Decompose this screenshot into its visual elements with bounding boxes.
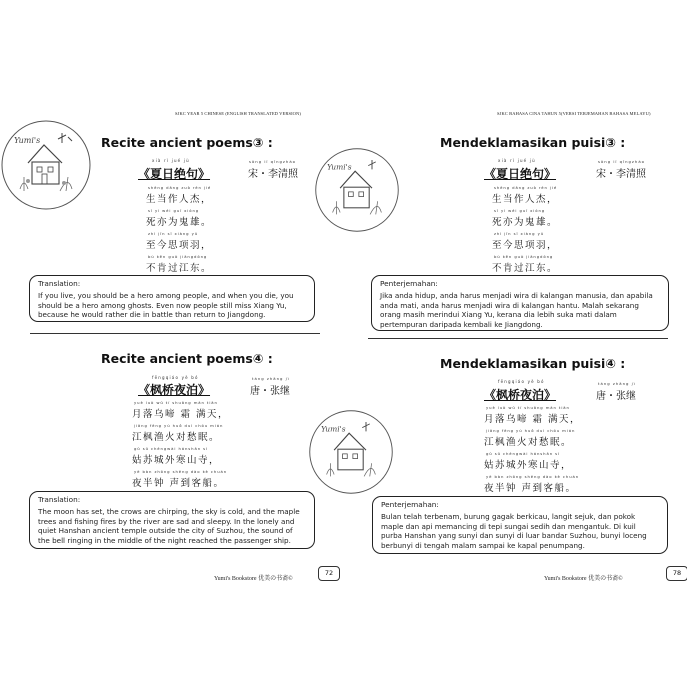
poem-line: 月落乌啼 霜 满天，	[132, 409, 230, 420]
poem-line-pinyin: bù kěn guò jiāngdōng	[494, 254, 554, 259]
poem-line: 不肯过江东。	[492, 263, 559, 274]
section-title-poem4: Mendeklamasikan puisi④ :	[440, 356, 626, 371]
svg-text:Yumi's: Yumi's	[14, 136, 41, 145]
translation-label: Translation:	[38, 495, 81, 504]
poem-line: 生当作人杰，	[146, 194, 213, 205]
translation-text: The moon has set, the crows are chirping, the sky is cold, and the maple trees and fishing fires by the river are sad and sleepy. In the lonely and quiet Hanshan ancient temple outside the city of Suzhou, the sound of the bell ringing in the middle of the night reached the passenger ship.	[38, 507, 300, 545]
poem-line-pinyin: bù kěn guò jiāngdōng	[148, 254, 208, 259]
poem-line: 姑苏城外寒山寺，	[484, 460, 573, 471]
poem-author: 宋・李清照	[596, 169, 646, 180]
svg-text:Yumi's: Yumi's	[327, 162, 352, 172]
page-footer: Yumi's Bookstore 优美の书斋©	[214, 576, 293, 582]
yumi-stamp-logo	[306, 407, 396, 497]
page-header: SJKC YEAR 5 CHINESE (ENGLISH TRANSLATED VERSION)	[175, 111, 301, 116]
section-title-poem4: Recite ancient poems④ :	[101, 351, 273, 366]
translation-label: Penterjemahan:	[381, 500, 439, 509]
poem-line: 月落乌啼 霜 满天，	[484, 414, 582, 425]
yumi-stamp-logo	[0, 117, 94, 213]
page-header: SJKC BAHASA CINA TAHUN 5(VERSI TERJEMAHAN BAHASA MELAYU)	[497, 111, 651, 116]
poem-author: 宋・李清照	[248, 169, 298, 180]
translation-box	[29, 275, 315, 322]
poem-title-pinyin: xià rì jué jù	[152, 158, 190, 163]
translation-text: Bulan telah terbenam, burung gagak berkicau, langit sejuk, dan pokok maple dan api memancing di tepi sungai sedih dan mengantuk. Di kuil purba Hanshan yang sunyi dan sunyi di luar bandar Suzhou, bunyi loceng berbunyi di tengah malam sampai ke kapal penumpang.	[381, 512, 647, 550]
poem-line: 死亦为鬼雄。	[492, 217, 559, 228]
page-number: 78	[666, 566, 687, 581]
translation-label: Penterjemahan:	[380, 279, 438, 288]
author-pinyin: sòng lǐ qīngzhào	[249, 159, 296, 164]
poem-line-pinyin: shēng dāng zuò rén jié	[148, 185, 212, 190]
svg-text:Yumi's: Yumi's	[321, 424, 346, 434]
poem-line: 不肯过江东。	[146, 263, 213, 274]
poem-line-pinyin: shēng dāng zuò rén jié	[494, 185, 558, 190]
poem-line-pinyin: yè bàn zhōng shēng dào kè chuán	[134, 469, 228, 474]
poem-line-pinyin: sǐ yì wéi guǐ xióng	[148, 208, 200, 213]
poem-line-pinyin: yuè luò wū tí shuāng mǎn tiān	[134, 400, 218, 405]
poem-author: 唐・张继	[596, 391, 636, 402]
section-divider	[30, 333, 320, 334]
poem-title-pinyin: xià rì jué jù	[498, 158, 536, 163]
author-pinyin: táng zhāng jì	[252, 376, 290, 381]
translation-box	[372, 496, 668, 554]
poem-title: 《枫桥夜泊》	[138, 383, 211, 397]
poem-line-pinyin: gū sū chéngwài hánshān sì	[134, 446, 208, 451]
translation-box	[29, 491, 315, 549]
poem-title: 《夏日绝句》	[138, 167, 211, 181]
poem-line: 夜半钟 声到客船。	[132, 478, 225, 489]
poem-line: 死亦为鬼雄。	[146, 217, 213, 228]
translation-text: If you live, you should be a hero among people, and when you die, you should be a hero among ghosts. Even now people still miss Xiang Yu, because he would rather die in battle than return to Jiangdong.	[38, 291, 294, 320]
poem-line-pinyin: gū sū chéngwài hánshān sì	[486, 451, 560, 456]
poem-line: 生当作人杰，	[492, 194, 559, 205]
book-spread	[0, 95, 687, 605]
left-page	[0, 95, 343, 595]
poem-line-pinyin: sǐ yì wéi guǐ xióng	[494, 208, 546, 213]
page-number: 72	[318, 566, 340, 581]
poem-author: 唐・张继	[250, 386, 290, 397]
section-title-poem3: Mendeklamasikan puisi③ :	[440, 135, 626, 150]
poem-line: 姑苏城外寒山寺，	[132, 455, 221, 466]
poem-line: 至今思项羽，	[146, 240, 213, 251]
translation-label: Translation:	[38, 279, 81, 288]
poem-line: 至今思项羽，	[492, 240, 559, 251]
section-title-poem3: Recite ancient poems③ :	[101, 135, 273, 150]
translation-box	[371, 275, 669, 331]
poem-title-pinyin: fēngqiáo yè bó	[152, 375, 199, 380]
poem-line: 江枫渔火对愁眠。	[132, 432, 221, 443]
poem-line-pinyin: yuè luò wū tí shuāng mǎn tiān	[486, 405, 570, 410]
author-pinyin: sòng lǐ qīngzhào	[598, 159, 645, 164]
poem-title: 《夏日绝句》	[484, 167, 557, 181]
poem-line-pinyin: jiāng fēng yú huǒ duì chóu mián	[134, 423, 224, 428]
poem-line-pinyin: zhì jīn sī xiàng yǔ	[494, 231, 545, 236]
yumi-stamp-logo	[312, 145, 402, 235]
poem-line-pinyin: jiāng fēng yú huǒ duì chóu mián	[486, 428, 576, 433]
page-footer: Yumi's Bookstore 优美の书斋©	[544, 576, 623, 582]
section-divider	[368, 338, 668, 339]
poem-title-pinyin: fēngqiáo yè bó	[498, 379, 545, 384]
poem-line-pinyin: zhì jīn sī xiàng yǔ	[148, 231, 199, 236]
poem-line-pinyin: yè bàn zhōng shēng dào kè chuán	[486, 474, 580, 479]
author-pinyin: táng zhāng jì	[598, 381, 636, 386]
poem-title: 《枫桥夜泊》	[484, 388, 557, 402]
translation-text: Jika anda hidup, anda harus menjadi wira di kalangan manusia, dan apabila anda mati, anda harus menjadi wira di kalangan hantu. Malah sekarang orang masih merindui Xiang Yu, kerana dia lebih suka mati dalam pertempuran daripada kembali ke Jiangdong.	[380, 291, 653, 329]
poem-line: 夜半钟 声到客船。	[484, 483, 577, 494]
poem-line: 江枫渔火对愁眠。	[484, 437, 573, 448]
